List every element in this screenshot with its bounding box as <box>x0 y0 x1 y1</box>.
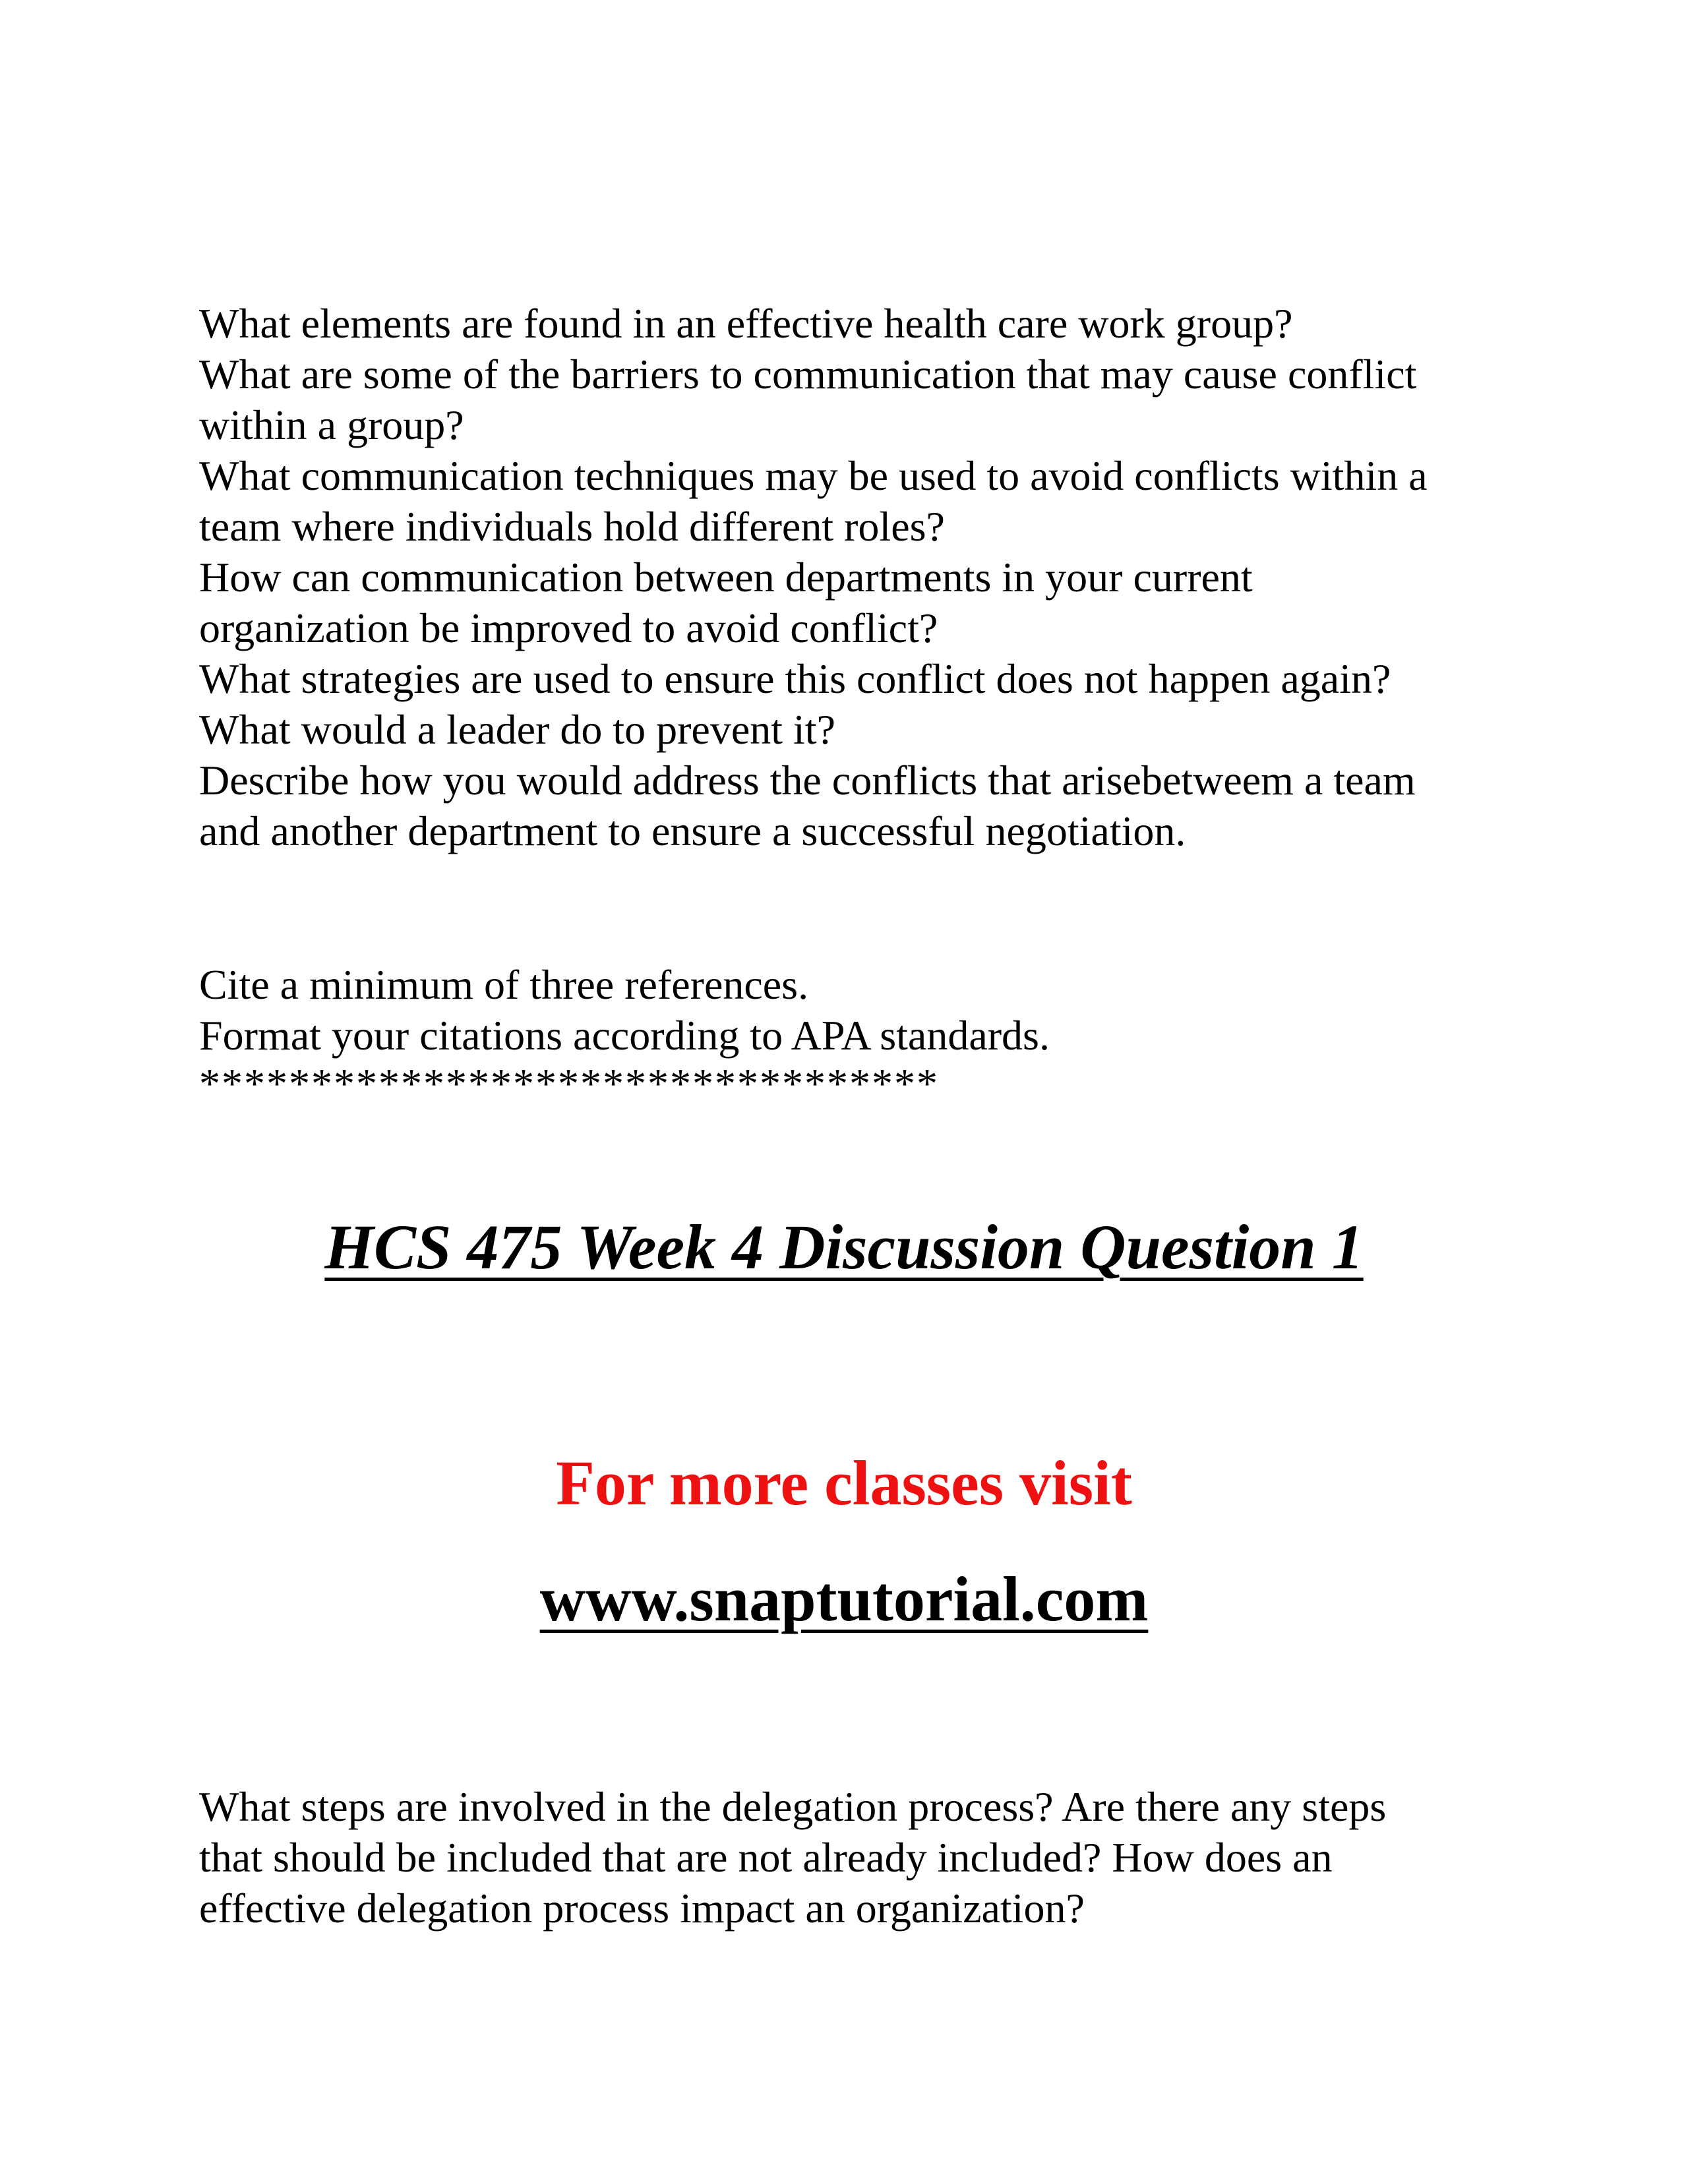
question-line: What communication techniques may be used to avoid conflicts within a <box>199 452 1428 499</box>
citation-line: Format your citations according to APA standards. <box>199 1012 1050 1059</box>
question-line: What elements are found in an effective health care work group? <box>199 300 1293 347</box>
question-line: What steps are involved in the delegation process? Are there any steps <box>199 1783 1387 1830</box>
question-line: within a group? <box>199 401 464 448</box>
question-line: effective delegation process impact an organization? <box>199 1885 1085 1932</box>
question-line: and another department to ensure a successful negotiation. <box>199 808 1186 854</box>
question-line: What are some of the barriers to communication that may cause conflict <box>199 351 1417 398</box>
question-line: Describe how you would address the conflicts that arisebetweem a team <box>199 757 1416 804</box>
delegation-question <box>199 1781 1518 1933</box>
website-link[interactable]: www.snaptutorial.com <box>539 1564 1149 1634</box>
citation-instructions <box>199 959 1518 1107</box>
question-line: that should be included that are not already included? How does an <box>199 1834 1333 1881</box>
asterisk-separator: ********************************* <box>199 1060 939 1107</box>
discussion-questions <box>199 298 1518 856</box>
section-heading: HCS 475 Week 4 Discussion Question 1 <box>324 1212 1364 1282</box>
question-line: What would a leader do to prevent it? <box>199 706 835 753</box>
question-line: What strategies are used to ensure this conflict does not happen again? <box>199 655 1391 702</box>
question-line: team where individuals hold different roles? <box>199 503 945 550</box>
question-line: How can communication between departments in your current <box>199 554 1253 601</box>
citation-line: Cite a minimum of three references. <box>199 961 809 1008</box>
question-line: organization be improved to avoid conflict? <box>199 605 938 651</box>
promo-text: For more classes visit <box>556 1448 1132 1518</box>
